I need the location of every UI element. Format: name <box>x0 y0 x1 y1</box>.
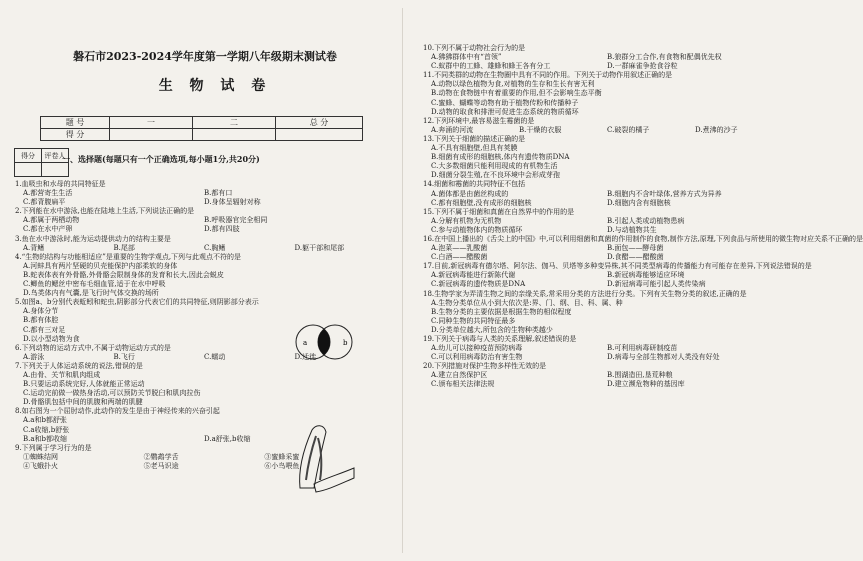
option-row <box>423 244 783 253</box>
venn-label-b: b <box>343 339 348 347</box>
score-cell: 题 号 <box>41 117 110 129</box>
subject-title: 生 物 试 卷 <box>158 78 272 94</box>
question-option: C.a收缩,b舒张 <box>23 425 70 434</box>
question-option: C.参与动植物体内的物质循环 <box>431 225 523 234</box>
option-row <box>423 353 783 362</box>
question-stem: 17.目前,新冠病毒有德尔塔、阿尔法、伽马、贝塔等多种变异株,其不同类型病毒的传播能力有可能存在差异,下列说法错误的是 <box>423 262 812 271</box>
score-table <box>40 116 363 141</box>
right-question-list <box>423 44 863 390</box>
section-heading: 一、选择题(每题只有一个正确选项,每小题1分,共20分) <box>62 154 260 164</box>
question-option: B.a和b都收缩 <box>23 434 68 443</box>
question-stem: 15.下列不属于细菌和真菌在自然界中的作用的是 <box>423 207 575 216</box>
question-option: A.动物以绿色植物为食,对植物的生存和生长有害无利 <box>431 80 595 89</box>
question-stem: 6.下列动物的运动方式中,不属于动物运动方式的是 <box>15 343 171 352</box>
question-stem: 19.下列关于病毒与人类的关系理解,叙述错误的是 <box>423 335 577 343</box>
question-option: D.迁徙 <box>294 352 317 361</box>
grader-table <box>14 148 69 177</box>
question-stem: 20.下列措施对保护生物多样性无效的是 <box>423 362 547 371</box>
question-stem: 8.如右图为一个屈肘动作,此动作的发生是由于神经传来的兴奋引起 <box>15 407 220 416</box>
option-row <box>15 198 385 207</box>
question-option: B.呼吸器官完全相同 <box>204 216 268 225</box>
option-row <box>423 217 783 226</box>
question-option: C.鲫鱼的鳃丝中密布毛细血管,适于在水中呼吸 <box>23 280 166 289</box>
option-row <box>423 126 783 135</box>
exam-title: 磐石市2023-2024学年度第一学期八年级期末测试卷 <box>73 50 337 63</box>
option-row <box>423 344 783 353</box>
page-fold <box>402 8 403 553</box>
option-row <box>423 190 783 199</box>
question-option: ④飞蛾扑火 <box>23 461 58 470</box>
venn-label-a: a <box>303 339 308 347</box>
question-option: A.新冠病毒能进行新陈代谢 <box>431 271 516 280</box>
question-stem: 7.下列关于人体运动系统的说法,错误的是 <box>15 361 143 370</box>
question-option: D.躯干部和尾部 <box>294 243 345 252</box>
question-option: C.胸鳍 <box>204 243 226 252</box>
question-option: B.都有口 <box>204 189 233 198</box>
question-option: D.建立濒危物种的基因库 <box>607 380 685 389</box>
question-option: B.细菌有成形的细胞核,体内有遗传物质DNA <box>431 153 570 162</box>
question-option: B.飞行 <box>113 352 135 361</box>
question-option: C.都背腹扁平 <box>23 198 66 207</box>
question-stem: 2.下列能在水中游泳,也能在陆地上生活,下列说法正确的是 <box>15 207 195 216</box>
score-cell: 一 <box>110 117 193 129</box>
question-option: A.分解有机物为无机物 <box>431 216 502 225</box>
option-row <box>423 380 783 389</box>
question-stem: 1.血吸虫和水母的共同特征是 <box>15 180 106 188</box>
question-option: C.都在水中产卵 <box>23 225 73 234</box>
question-option: A.身体分节 <box>23 307 59 316</box>
question-option: A.奔涌的河流 <box>431 125 474 134</box>
question-option: D.细胞内含有细胞核 <box>607 198 671 207</box>
question-option: ①蜘蛛结网 <box>23 452 58 461</box>
arm-diagram <box>290 418 360 498</box>
question-option: D.鸟类体内有气囊,是飞行时气体交换的场所 <box>23 289 159 298</box>
question-option: C.都有三对足 <box>23 325 66 334</box>
question-option: B.围湖造田,垦荒种粮 <box>607 371 673 380</box>
question-option: D.动物的取食和排泄可促进生态系统的物质循环 <box>431 107 579 116</box>
question-option: C.同种生物的共同特征最多 <box>431 316 516 325</box>
question-option: D.都有四肢 <box>204 225 240 234</box>
question-option: B.引起人类或动植物患病 <box>607 216 685 225</box>
question-option: B.都有体腔 <box>23 316 59 325</box>
question-option: A.狒狒群体中有“首领” <box>431 53 502 62</box>
option-row <box>423 226 783 235</box>
question-option: B.动物在食物链中有着重要的作用,但不会影响生态平衡 <box>431 89 602 98</box>
question-stem: 12.下列环境中,最容易滋生霉菌的是 <box>423 116 535 125</box>
question-option: A.都属于两栖动物 <box>23 216 80 225</box>
question-stem: 10.下列不属于动物社会行为的是 <box>423 44 526 52</box>
option-row <box>15 244 385 253</box>
question-option: ②鹦鹉学舌 <box>143 452 179 461</box>
question-option: D.食醋——醋酸菌 <box>607 253 664 262</box>
grader-name-label: 评卷人 <box>42 149 69 163</box>
score-cell <box>193 129 276 141</box>
score-cell: 总 分 <box>276 117 363 129</box>
question-option: A.a和b都舒张 <box>23 416 67 425</box>
question-option: A.不具有细胞壁,但具有荚膜 <box>431 144 518 153</box>
question-option: C.可以利用病毒防治有害生物 <box>431 353 523 362</box>
question-option: B.面包——酵母菌 <box>607 244 664 253</box>
question-option: D.与动植物共生 <box>607 225 657 234</box>
question-stem: 4.“生物的结构与功能相适应”是重要的生物学观点,下列与此观点不符的是 <box>15 252 242 261</box>
question-option: B.新冠病毒能够适应环境 <box>607 271 685 280</box>
question-option: D.分类单位越大,所包含的生物种类越少 <box>431 325 553 334</box>
question-option: ③蜜蜂采蜜 <box>264 452 300 461</box>
question-option: A.背鳍 <box>23 243 45 252</box>
score-cell <box>110 129 193 141</box>
question-option: A.都营寄生生活 <box>23 189 73 198</box>
option-row <box>423 199 783 208</box>
question-stem: 16.在中国上播出的《舌尖上的中国》中,可以利用细菌和真菌的作用制作的食物,制作方法,原理,下列食品与所使用的微生物对应关系不正确的是 <box>423 234 863 243</box>
question-option: B.尾部 <box>113 243 135 252</box>
question-option: D.骨骼肌包括中间的肌腹和两端的肌腱 <box>23 398 143 407</box>
question-option: C.大多数细菌只能利用现成的有机物生活 <box>431 162 558 171</box>
question-option: C.蚁群中的工蜂、雄蜂和蜂王各有分工 <box>431 62 551 71</box>
option-row <box>15 225 385 234</box>
question-option: B.只要运动系统完好,人体就能正常运动 <box>23 380 145 389</box>
question-option: C.蜜蜂、蝴蝶等动物有助于植物传粉和传播种子 <box>431 98 579 107</box>
question-option: B.狼群分工合作,有食物和配偶优先权 <box>607 53 722 62</box>
option-row <box>423 280 783 289</box>
question-option: D.病毒与全部生物都对人类没有好处 <box>607 353 720 362</box>
option-row <box>423 253 783 262</box>
option-row <box>423 62 783 71</box>
question-option: B.干燥的衣服 <box>519 125 562 134</box>
option-row <box>423 53 783 62</box>
question-stem: 5.如图a、b分别代表蚯蚓和蛇虫,阴影部分代表它们的共同特征,则阴影部分表示 <box>15 298 259 307</box>
question-option: C.破裂的橘子 <box>607 125 650 134</box>
muscle-shape <box>306 436 316 480</box>
question-option: C.都有细胞壁,没有成形的细胞核 <box>431 198 532 207</box>
question-stem: 11.不同类群的动物在生物圈中具有不同的作用。下列关于动物作用叙述正确的是 <box>423 71 673 80</box>
grader-cell <box>15 163 42 177</box>
question-option: A.生物分类单位从小到大依次是:界、门、纲、目、科、属、种 <box>431 298 623 307</box>
question-option: ⑤老马识途 <box>143 461 179 470</box>
option-row <box>15 189 385 198</box>
question-stem: 14.细菌和霉菌的共同特征不包括 <box>423 180 526 189</box>
score-value-row <box>41 129 363 141</box>
question-stem: 9.下列属于学习行为的是 <box>15 443 92 452</box>
question-option: D.a舒张,b收缩 <box>204 434 251 443</box>
score-cell <box>276 129 363 141</box>
question-option: A.泡菜——乳酸菌 <box>431 244 488 253</box>
question-option: A.由骨、关节和肌肉组成 <box>23 370 101 379</box>
question-option: C.运动完前做一做热身活动,可以预防关节脱臼和肌肉拉伤 <box>23 389 201 398</box>
question-option: A.河蚌具有两片坚硬的贝壳能保护内部柔软的身体 <box>23 261 178 270</box>
question-option: D.煮沸的沙子 <box>695 125 738 134</box>
question-option: A.建立自然保护区 <box>431 371 488 380</box>
question-option: ⑥小鸟喂鱼 <box>264 461 300 470</box>
question-option: B.蛇表体表有外骨骼,外骨骼会限制身体的发育和长大,因此会蜕皮 <box>23 270 224 279</box>
grader-score-label: 得分 <box>15 149 42 163</box>
question-option: D.以小型动物为食 <box>23 334 80 343</box>
question-option: D.身体呈辐射对称 <box>204 198 261 207</box>
question-option: B.可利用病毒研制疫苗 <box>607 344 678 353</box>
question-option: C.新冠病毒的遗传物质是DNA <box>431 280 526 289</box>
score-header-row <box>41 117 363 129</box>
question-option: D.一群麻雀争抢食谷粒 <box>607 62 678 71</box>
question-option: C.颁布相关法律法规 <box>431 380 495 389</box>
question-option: B.生物分类的主要依据是根据生物的相似程度 <box>431 307 572 316</box>
question-option: B.细胞内不含叶绿体,营养方式为异养 <box>607 189 722 198</box>
question-option: A.菌体都是由菌丝构成的 <box>431 189 509 198</box>
question-option: D.新冠病毒可能引起人类传染病 <box>607 280 706 289</box>
question-option: A.幼儿可以接种疫苗预防病毒 <box>431 344 523 353</box>
question-option: A.游泳 <box>23 352 45 361</box>
question-stem: 13.下列关于细菌的描述正确的是 <box>423 134 526 143</box>
question-stem: 3.鱼在水中游泳时,能为运动提供动力的结构主要是 <box>15 234 171 243</box>
question-option: C.蠕动 <box>204 352 226 361</box>
score-cell: 二 <box>193 117 276 129</box>
venn-diagram <box>285 322 365 362</box>
score-cell: 得 分 <box>41 129 110 141</box>
question-stem: 18.生物学家为弄清生物之间的亲缘关系,常采用分类的方法进行分类。下列有关生物分类的叙述,正确的是 <box>423 289 747 298</box>
question-option: D.细菌分裂生殖,在不良环境中会形成芽孢 <box>431 171 560 180</box>
question-option: C.白酒——醋酸菌 <box>431 253 488 262</box>
